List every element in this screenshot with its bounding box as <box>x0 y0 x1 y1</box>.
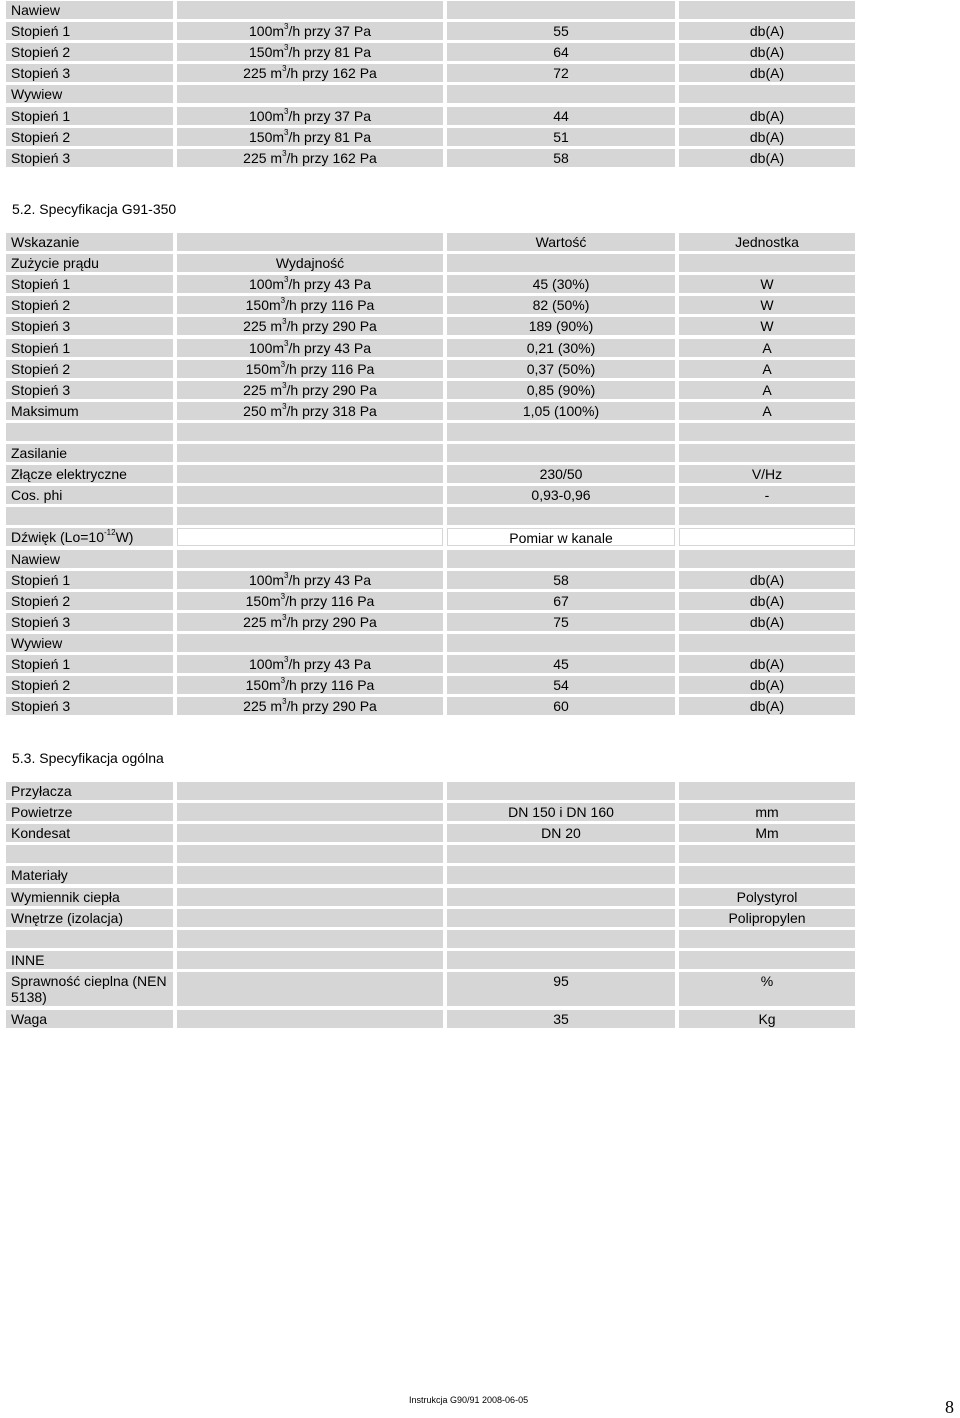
cell-value: 0,85 (90%) <box>447 381 675 399</box>
table-row <box>6 782 855 800</box>
cell-unit: A <box>679 381 855 399</box>
sound-label <box>6 528 173 546</box>
cell-label: Stopień 3 <box>6 381 173 399</box>
cell-label: Stopień 1 <box>6 107 173 125</box>
table-row <box>6 275 855 293</box>
cell-unit: db(A) <box>679 571 855 589</box>
capacity-pressure: /h przy 290 Pa <box>286 318 377 334</box>
table-row <box>6 972 855 1006</box>
cell-unit <box>679 782 855 800</box>
table-row <box>6 951 855 969</box>
cell-capacity <box>177 128 443 146</box>
superscript-3: 3 <box>280 592 286 601</box>
superscript-3: 3 <box>280 296 286 305</box>
sound-exponent: -12 <box>104 528 116 537</box>
cell-unit: db(A) <box>679 22 855 40</box>
cell-value: 0,21 (30%) <box>447 339 675 357</box>
capacity-pressure: /h przy 43 Pa <box>288 572 371 588</box>
table-row <box>6 381 855 399</box>
table-row <box>6 85 855 103</box>
cell-label: Materiały <box>6 866 173 884</box>
superscript-3: 3 <box>280 360 286 369</box>
cell-capacity <box>177 317 443 335</box>
cell-value: 58 <box>447 149 675 167</box>
capacity-value: 225 m <box>243 382 283 398</box>
superscript-3: 3 <box>284 43 289 52</box>
cell-label: Powietrze <box>6 803 173 821</box>
capacity-value: 100m <box>249 276 285 292</box>
capacity-value: 150m <box>249 44 285 60</box>
table-row <box>6 803 855 821</box>
cell-unit: Polipropylen <box>679 909 855 927</box>
superscript-3: 3 <box>282 697 287 706</box>
table-row <box>6 43 855 61</box>
superscript-3: 3 <box>284 107 289 116</box>
cell-capacity <box>177 43 443 61</box>
table-row <box>6 634 855 652</box>
cell-capacity <box>177 107 443 125</box>
cell-value: 51 <box>447 128 675 146</box>
cell-label: Stopień 3 <box>6 697 173 715</box>
capacity-pressure: /h przy 162 Pa <box>286 150 377 166</box>
cell-unit: db(A) <box>679 655 855 673</box>
cell-capacity <box>177 486 443 504</box>
cell-label: Stopień 1 <box>6 22 173 40</box>
table-row <box>6 149 855 167</box>
cell-capacity <box>177 972 443 1006</box>
table-row <box>6 824 855 842</box>
capacity-pressure: /h przy 43 Pa <box>288 340 371 356</box>
cell-label: Kondesat <box>6 824 173 842</box>
cell-label <box>6 930 173 948</box>
cell-value: 189 (90%) <box>447 317 675 335</box>
cell-capacity <box>177 339 443 357</box>
cell-label: Nawiew <box>6 1 173 19</box>
table-row <box>6 22 855 40</box>
table-row <box>6 866 855 884</box>
cell-label: INNE <box>6 951 173 969</box>
cell-label: Stopień 3 <box>6 149 173 167</box>
cell-unit <box>679 951 855 969</box>
cell-label: Wnętrze (izolacja) <box>6 909 173 927</box>
cell-unit: db(A) <box>679 697 855 715</box>
capacity-value: 150m <box>245 677 281 693</box>
capacity-pressure: /h przy 81 Pa <box>288 44 371 60</box>
capacity-value: 250 m <box>243 403 283 419</box>
cell-label: Stopień 2 <box>6 296 173 314</box>
cell-value: 67 <box>447 592 675 610</box>
table-row <box>6 655 855 673</box>
cell-value <box>447 507 675 525</box>
cell-value: Wartość <box>447 233 675 251</box>
table-row <box>6 486 855 504</box>
capacity-pressure: /h przy 162 Pa <box>286 65 377 81</box>
table-row <box>6 128 855 146</box>
table-row <box>6 1 855 19</box>
cell-label: Stopień 1 <box>6 655 173 673</box>
cell-capacity <box>177 507 443 525</box>
sound-header-row <box>6 528 855 546</box>
table-row <box>6 507 855 525</box>
capacity-value: 150m <box>245 297 281 313</box>
cell-unit <box>679 254 855 272</box>
sound-label-text: Dźwięk (Lo=10 <box>11 529 104 545</box>
cell-unit <box>679 550 855 568</box>
table-row <box>6 402 855 420</box>
cell-unit <box>679 634 855 652</box>
cell-label: Maksimum <box>6 402 173 420</box>
cell-capacity <box>177 909 443 927</box>
capacity-pressure: /h przy 37 Pa <box>288 108 371 124</box>
capacity-pressure: /h przy 116 Pa <box>285 593 375 609</box>
capacity-value: 225 m <box>243 318 283 334</box>
cell-label: Stopień 1 <box>6 571 173 589</box>
cell-value <box>447 930 675 948</box>
table-row <box>6 930 855 948</box>
table-row <box>6 360 855 378</box>
cell-capacity <box>177 254 443 272</box>
capacity-value: 100m <box>249 572 285 588</box>
cell-unit: mm <box>679 803 855 821</box>
table-row <box>6 550 855 568</box>
cell-value <box>447 550 675 568</box>
capacity-pressure: /h przy 81 Pa <box>288 129 371 145</box>
cell-capacity <box>177 1 443 19</box>
cell-label: Stopień 3 <box>6 613 173 631</box>
cell-capacity <box>177 592 443 610</box>
cell-label: Waga <box>6 1010 173 1028</box>
cell-unit <box>679 507 855 525</box>
cell-capacity <box>177 550 443 568</box>
cell-value <box>447 888 675 906</box>
superscript-3: 3 <box>280 676 286 685</box>
cell-capacity <box>177 930 443 948</box>
cell-unit <box>679 423 855 441</box>
superscript-3: 3 <box>282 317 287 326</box>
cell-label <box>6 845 173 863</box>
capacity-value: 100m <box>249 108 285 124</box>
section-title-5-2: 5.2. Specyfikacja G91-350 <box>12 201 177 217</box>
capacity-pressure: /h przy 116 Pa <box>285 677 375 693</box>
table-row <box>6 254 855 272</box>
cell-unit <box>679 930 855 948</box>
cell-capacity <box>177 951 443 969</box>
capacity-pressure: /h przy 116 Pa <box>285 361 375 377</box>
section-title-5-3: 5.3. Specyfikacja ogólna <box>12 750 164 766</box>
capacity-value: 100m <box>249 340 285 356</box>
cell-unit: A <box>679 360 855 378</box>
cell-capacity <box>177 465 443 483</box>
cell-capacity <box>177 233 443 251</box>
cell-label: Nawiew <box>6 550 173 568</box>
cell-value: 95 <box>447 972 675 1006</box>
cell-capacity <box>177 655 443 673</box>
superscript-3: 3 <box>282 402 287 411</box>
superscript-3: 3 <box>284 22 289 31</box>
capacity-value: 150m <box>249 129 285 145</box>
cell-value <box>447 866 675 884</box>
cell-capacity <box>177 381 443 399</box>
cell-value: 55 <box>447 22 675 40</box>
cell-value <box>447 845 675 863</box>
cell-label: Wymiennik ciepła <box>6 888 173 906</box>
cell-unit: A <box>679 402 855 420</box>
cell-value: 60 <box>447 697 675 715</box>
cell-capacity <box>177 571 443 589</box>
cell-label <box>6 423 173 441</box>
cell-unit: - <box>679 486 855 504</box>
cell-value: 0,37 (50%) <box>447 360 675 378</box>
page-number: 8 <box>945 1397 954 1417</box>
capacity-value: 150m <box>245 593 281 609</box>
cell-value <box>447 423 675 441</box>
capacity-value: 225 m <box>243 65 283 81</box>
cell-label: Zasilanie <box>6 444 173 462</box>
table-row <box>6 233 855 251</box>
cell-value: 0,93-0,96 <box>447 486 675 504</box>
table-row <box>6 676 855 694</box>
cell-capacity <box>177 888 443 906</box>
cell-capacity <box>177 866 443 884</box>
cell-unit: Jednostka <box>679 233 855 251</box>
capacity-pressure: /h przy 43 Pa <box>288 276 371 292</box>
cell-label: Przyłacza <box>6 782 173 800</box>
sound-measure: Pomiar w kanale <box>447 528 675 546</box>
cell-unit: db(A) <box>679 43 855 61</box>
cell-label: Stopień 2 <box>6 43 173 61</box>
superscript-3: 3 <box>284 275 289 284</box>
cell-unit <box>679 845 855 863</box>
capacity-value: 100m <box>249 656 285 672</box>
capacity-pressure: /h przy 37 Pa <box>288 23 371 39</box>
cell-capacity <box>177 845 443 863</box>
cell-value <box>447 1 675 19</box>
cell-label: Zużycie prądu <box>6 254 173 272</box>
cell-value: 1,05 (100%) <box>447 402 675 420</box>
cell-unit: A <box>679 339 855 357</box>
cell-value <box>447 951 675 969</box>
cell-capacity <box>177 528 443 546</box>
superscript-3: 3 <box>282 64 287 73</box>
cell-unit: Mm <box>679 824 855 842</box>
superscript-3: 3 <box>282 381 287 390</box>
cell-unit: % <box>679 972 855 1006</box>
cell-label: Wskazanie <box>6 233 173 251</box>
cell-capacity <box>177 782 443 800</box>
table-row <box>6 64 855 82</box>
cell-label <box>6 507 173 525</box>
cell-label: Stopień 3 <box>6 317 173 335</box>
cell-capacity <box>177 634 443 652</box>
cell-unit <box>679 866 855 884</box>
cell-unit <box>679 444 855 462</box>
table-row <box>6 1010 855 1028</box>
table-row <box>6 465 855 483</box>
superscript-3: 3 <box>284 655 289 664</box>
cell-capacity <box>177 85 443 103</box>
capacity-value: 100m <box>249 23 285 39</box>
capacity-value: 225 m <box>243 614 283 630</box>
capacity-pressure: /h przy 43 Pa <box>288 656 371 672</box>
table-row <box>6 592 855 610</box>
capacity-value: 225 m <box>243 150 283 166</box>
cell-unit: db(A) <box>679 592 855 610</box>
cell-label: Złącze elektryczne <box>6 465 173 483</box>
cell-unit: db(A) <box>679 107 855 125</box>
table-row <box>6 423 855 441</box>
table-row <box>6 317 855 335</box>
cell-capacity <box>177 697 443 715</box>
cell-label: Stopień 2 <box>6 592 173 610</box>
cell-unit: db(A) <box>679 128 855 146</box>
table-row <box>6 613 855 631</box>
superscript-3: 3 <box>284 128 289 137</box>
cell-label: Stopień 3 <box>6 64 173 82</box>
capacity-pressure: /h przy 290 Pa <box>286 614 377 630</box>
table-row <box>6 107 855 125</box>
cell-unit: W <box>679 275 855 293</box>
cell-capacity <box>177 64 443 82</box>
cell-value: 82 (50%) <box>447 296 675 314</box>
cell-unit: Polystyrol <box>679 888 855 906</box>
capacity-pressure: /h przy 290 Pa <box>286 382 377 398</box>
cell-capacity <box>177 613 443 631</box>
cell-value: 45 <box>447 655 675 673</box>
superscript-3: 3 <box>282 613 287 622</box>
superscript-3: 3 <box>282 149 287 158</box>
cell-value: 45 (30%) <box>447 275 675 293</box>
cell-value <box>447 909 675 927</box>
cell-value: 64 <box>447 43 675 61</box>
cell-capacity <box>177 22 443 40</box>
cell-unit: V/Hz <box>679 465 855 483</box>
capacity-value: 150m <box>245 361 281 377</box>
cell-value: 72 <box>447 64 675 82</box>
cell-capacity <box>177 444 443 462</box>
cell-value: DN 20 <box>447 824 675 842</box>
sound-label-unit: W) <box>115 529 134 545</box>
cell-value <box>447 634 675 652</box>
cell-unit: W <box>679 296 855 314</box>
cell-value <box>447 782 675 800</box>
cell-unit <box>679 85 855 103</box>
cell-value: 54 <box>447 676 675 694</box>
table-row <box>6 697 855 715</box>
cell-unit <box>679 1 855 19</box>
cell-value: 44 <box>447 107 675 125</box>
capacity-pressure: /h przy 116 Pa <box>285 297 375 313</box>
footer-doc-info: Instrukcja G90/91 2008-06-05 <box>409 1395 529 1405</box>
cell-label: Wywiew <box>6 85 173 103</box>
cell-value <box>447 85 675 103</box>
cell-value: 75 <box>447 613 675 631</box>
cell-unit: db(A) <box>679 64 855 82</box>
capacity-value: 225 m <box>243 698 283 714</box>
cell-label: Stopień 2 <box>6 360 173 378</box>
cell-value: 230/50 <box>447 465 675 483</box>
cell-capacity <box>177 1010 443 1028</box>
table-row <box>6 339 855 357</box>
cell-label: Stopień 2 <box>6 128 173 146</box>
cell-value: 58 <box>447 571 675 589</box>
table-row <box>6 909 855 927</box>
cell-value: 35 <box>447 1010 675 1028</box>
cell-unit: db(A) <box>679 613 855 631</box>
cell-capacity <box>177 402 443 420</box>
cell-capacity <box>177 296 443 314</box>
table-row <box>6 444 855 462</box>
cell-label: Wywiew <box>6 634 173 652</box>
cell-label: Stopień 2 <box>6 676 173 694</box>
cell-label: Cos. phi <box>6 486 173 504</box>
capacity-pressure: /h przy 290 Pa <box>286 698 377 714</box>
cell-label: Sprawność cieplna (NEN 5138) <box>6 972 173 1006</box>
cell-unit <box>679 528 855 546</box>
superscript-3: 3 <box>284 339 289 348</box>
table-row <box>6 571 855 589</box>
cell-label: Stopień 1 <box>6 275 173 293</box>
cell-capacity <box>177 360 443 378</box>
table-row <box>6 888 855 906</box>
table-row <box>6 296 855 314</box>
cell-unit: db(A) <box>679 676 855 694</box>
cell-unit: db(A) <box>679 149 855 167</box>
capacity-value: Wydajność <box>275 255 345 271</box>
cell-capacity <box>177 824 443 842</box>
cell-unit: Kg <box>679 1010 855 1028</box>
cell-capacity <box>177 423 443 441</box>
superscript-3: 3 <box>284 571 289 580</box>
cell-capacity <box>177 149 443 167</box>
cell-value <box>447 254 675 272</box>
table-row <box>6 845 855 863</box>
cell-capacity <box>177 803 443 821</box>
capacity-pressure: /h przy 318 Pa <box>286 403 377 419</box>
cell-capacity <box>177 676 443 694</box>
cell-label: Stopień 1 <box>6 339 173 357</box>
cell-value <box>447 444 675 462</box>
cell-unit: W <box>679 317 855 335</box>
cell-capacity <box>177 275 443 293</box>
cell-value: DN 150 i DN 160 <box>447 803 675 821</box>
